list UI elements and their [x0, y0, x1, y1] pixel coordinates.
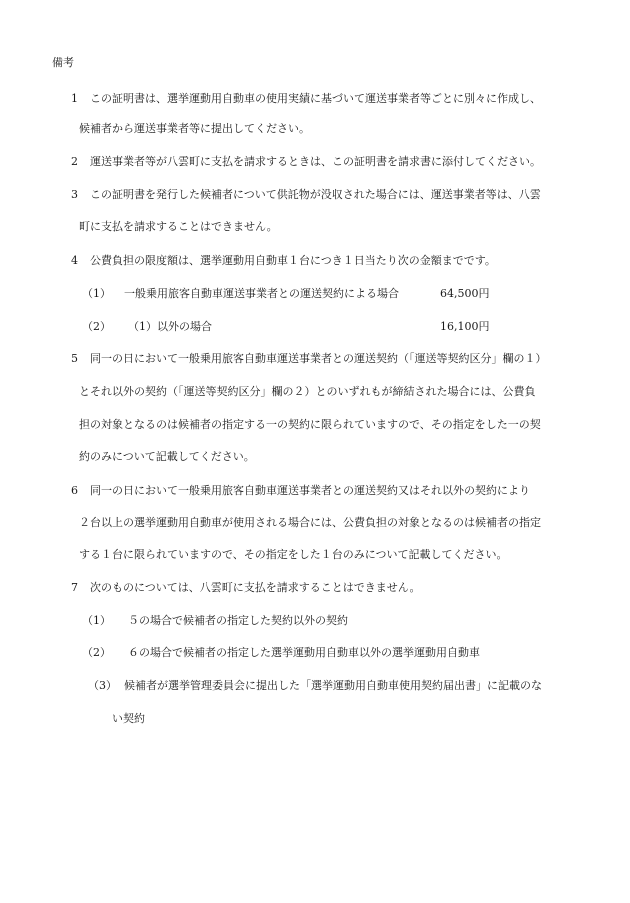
item-text-line: この証明書を発行した候補者について供託物が没収された場合には、運送事業者等は、八雲: [90, 188, 541, 201]
item-number: 7: [71, 581, 78, 594]
limit-amount: 64,500円: [440, 287, 490, 300]
item-text-line: 同一の日において一般乗用旅客自動車運送事業者との運送契約又はそれ以外の契約により: [90, 484, 530, 497]
item-number: 2: [71, 155, 78, 168]
sub-item-number: （3）: [88, 679, 117, 692]
sub-item-text: ６の場合で候補者の指定した選挙運動用自動車以外の選挙運動用自動車: [128, 646, 480, 659]
item-text-line: 候補者から運送事業者等に提出してください。: [79, 122, 310, 135]
item-text-line: ２台以上の選挙運動用自動車が使用される場合には、公費負担の対象となるのは候補者の指定: [79, 516, 541, 529]
item-number: 6: [71, 484, 78, 497]
item-text-line: する１台に限られていますので、その指定をした１台のみについて記載してください。: [79, 548, 508, 561]
sub-item-text: い契約: [112, 712, 145, 725]
item-text-line: 約のみについて記載してください。: [79, 450, 255, 463]
item-text-line: 運送事業者等が八雲町に支払を請求するときは、この証明書を請求書に添付してください。: [90, 155, 541, 168]
item-number: 4: [71, 254, 78, 267]
item-text-line: 同一の日において一般乗用旅客自動車運送事業者との運送契約（「運送等契約区分」欄の１）: [90, 352, 547, 365]
sub-item-number: （1）: [82, 287, 111, 300]
limit-amount: 16,100円: [440, 320, 490, 333]
item-text-line: 次のものについては、八雲町に支払を請求することはできません。: [90, 581, 421, 594]
sub-item-text: 一般乗用旅客自動車運送事業者との運送契約による場合: [124, 287, 399, 300]
sub-item-number: （2）: [82, 646, 111, 659]
sub-item-text: ５の場合で候補者の指定した契約以外の契約: [128, 614, 348, 627]
item-text-line: 公費負担の限度額は、選挙運動用自動車１台につき１日当たり次の金額までです。: [90, 254, 496, 267]
item-text-line: 担の対象となるのは候補者の指定する一の契約に限られていますので、その指定をした一の契: [79, 418, 541, 431]
sub-item-number: （1）: [82, 614, 111, 627]
item-number: 3: [71, 188, 78, 201]
item-text-line: 町に支払を請求することはできません。: [79, 220, 278, 233]
sub-item-number: （2）: [82, 320, 111, 333]
item-text-line: とそれ以外の契約（「運送等契約区分」欄の２）とのいずれもが締結された場合には、公費負: [79, 385, 536, 398]
sub-item-text: （1）以外の場合: [128, 320, 212, 333]
sub-item-text: 候補者が選挙管理委員会に提出した「選挙運動用自動車使用契約届出書」に記載のな: [124, 679, 542, 692]
notes-heading: 備考: [52, 56, 74, 69]
item-number: 5: [71, 352, 78, 365]
item-text-line: この証明書は、選挙運動用自動車の使用実績に基づいて運送事業者等ごとに別々に作成し、: [90, 92, 541, 105]
item-number: 1: [71, 92, 78, 105]
